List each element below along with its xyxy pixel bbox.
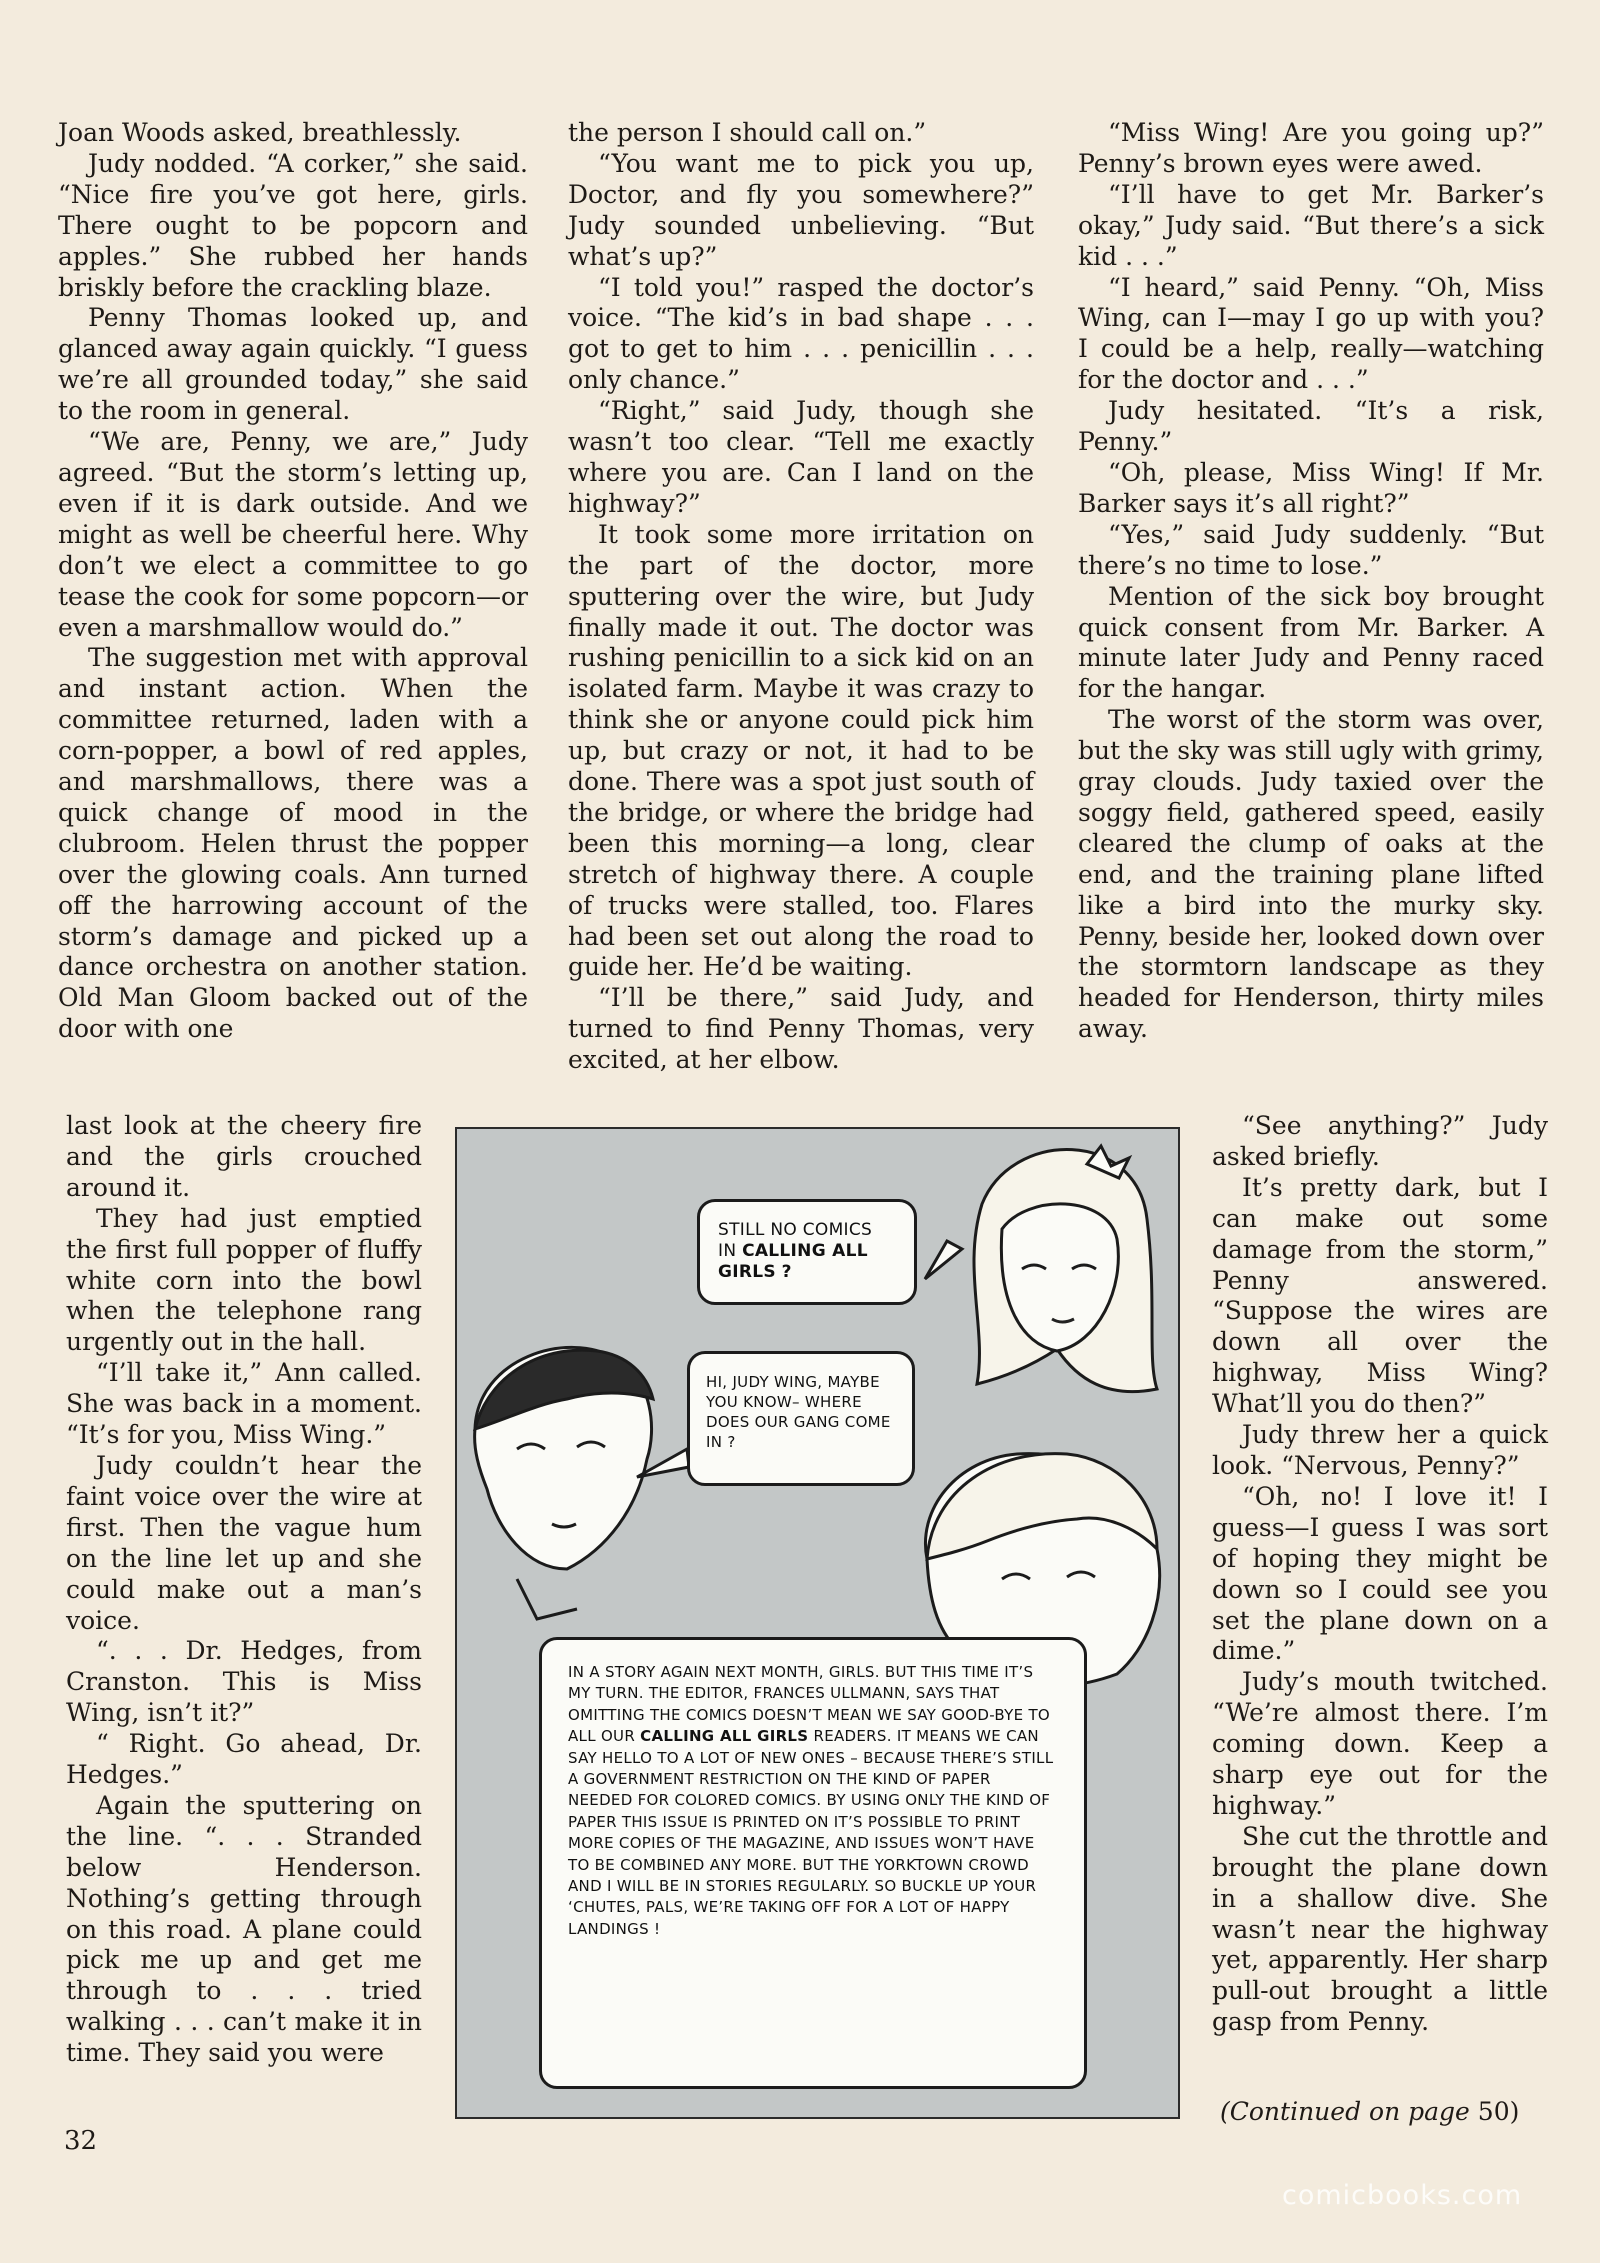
blonde-girl-illustration	[974, 1146, 1157, 1392]
paragraph: The worst of the storm was over, but the sky was still ugly with grimy, gray clouds. Judy taxied over the soggy field, gathered speed, easily cleared the clump of oaks at the end, and the training plane lifted like a bird into the murky sky. Penny, beside her, looked down over the stormtorn landscape as they headed for Henderson, thirty miles away.	[1078, 705, 1544, 1044]
paragraph: Judy nodded. “A corker,” she said. “Nice fire you’ve got here, girls. There ought to be popcorn and apples.” She rubbed her hands briskly before the crackling blaze.	[58, 148, 528, 302]
paragraph: She cut the throttle and brought the plane down in a shallow dive. She wasn’t near the highway yet, apparently. Her sharp pull-out brought a little gasp from Penny.	[1212, 1821, 1548, 2037]
balloon-tail	[925, 1241, 962, 1279]
comic-panel	[455, 1127, 1180, 2119]
paragraph: Penny Thomas looked up, and glanced away again quickly. “I guess we’re all grounded today,” she said to the room in general.	[58, 303, 528, 426]
paragraph: “I’ll have to get Mr. Barker’s okay,” Judy said. “But there’s a sick kid . . .”	[1078, 179, 1544, 271]
paragraph: last look at the cheery fire and the girls crouched around it.	[66, 1111, 422, 1202]
paragraph: “I told you!” rasped the doctor’s voice. “The kid’s in bad shape . . . got to get to him . . . penicillin . . . only chance.”	[568, 272, 1034, 395]
paragraph: Mention of the sick boy brought quick consent from Mr. Barker. A minute later Judy and Penny raced for the hangar.	[1078, 581, 1544, 704]
paragraph: the person I should call on.”	[568, 118, 927, 147]
text-column-left	[58, 118, 528, 1045]
paragraph: They had just emptied the first full popper of fluffy white corn into the bowl when the telephone rang urgently out in the hall.	[66, 1203, 422, 1357]
paragraph: “Right,” said Judy, though she wasn’t too clear. “Tell me exactly where you are. Can I land on the highway?”	[568, 396, 1034, 518]
paragraph: “I’ll take it,” Ann called. She was back in a moment. “It’s for you, Miss Wing.”	[66, 1358, 422, 1450]
paragraph: “Oh, no! I love it! I guess—I guess I was sort of hoping they might be down so I could see you set the plane down on a dime.”	[1212, 1481, 1548, 1666]
watermark: comicbooks.com	[1282, 2180, 1523, 2211]
page-number: 32	[64, 2126, 98, 2156]
paragraph: “Yes,” said Judy suddenly. “But there’s no time to lose.”	[1078, 519, 1544, 580]
paragraph: “See anything?” Judy asked briefly.	[1212, 1111, 1548, 1171]
paragraph: “You want me to pick you up, Doctor, and fly you somewhere?” Judy sounded unbelieving. “But what’s up?”	[568, 148, 1034, 271]
paragraph: “Oh, please, Miss Wing! If Mr. Barker says it’s all right?”	[1078, 457, 1544, 518]
paragraph: “Miss Wing! Are you going up?” Penny’s brown eyes were awed.	[1078, 118, 1544, 178]
paragraph: Judy couldn’t hear the faint voice over the wire at first. Then the vague hum on the line let up and she could make out a man’s voice.	[66, 1450, 422, 1635]
continued-note: (Continued on page 50)	[1220, 2097, 1520, 2126]
paragraph: It took some more irritation on the part of the doctor, more sputtering over the wire, but Judy finally made it out. The doctor was rushing penicillin to a sick kid on an isolated farm. Maybe it was crazy to think she or anyone could pick him up, but crazy or not, it had to be done. There was a spot just south of the bridge, or where the bridge had been this morning—a long, clear stretch of highway there. A couple of trucks were stalled, too. Flares had been set out along the road to guide her. He’d be waiting.	[568, 519, 1034, 982]
paragraph: Again the sputtering on the line. “. . . Stranded below Henderson. Nothing’s getting through on this road. A plane could pick me up and get me through to . . . tried walking . . . can’t make it in time. They said you were	[66, 1790, 422, 2068]
paragraph: “. . . Dr. Hedges, from Cranston. This is Miss Wing, isn’t it?”	[66, 1636, 422, 1728]
text-column-middle	[568, 118, 1034, 1076]
speech-balloon-2: HI, JUDY WING, MAYBE YOU KNOW– WHERE DOES OUR GANG COME IN ?	[687, 1351, 915, 1486]
paragraph: “ Right. Go ahead, Dr. Hedges.”	[66, 1729, 422, 1790]
text-column-right-lower	[1212, 1111, 1548, 2038]
curly-hair-girl-illustration	[475, 1347, 653, 1619]
text-column-left-lower	[66, 1111, 422, 2069]
paragraph: Judy threw her a quick look. “Nervous, Penny?”	[1212, 1420, 1548, 1480]
paragraph: “We are, Penny, we are,” Judy agreed. “But the storm’s letting up, even if it is dark outside. And we might as well be cheerful here. Why don’t we elect a committee to go tease the cook for some popcorn—or even a marshmallow would do.”	[58, 427, 528, 642]
paragraph: The suggestion met with approval and instant action. When the committee returned, laden with a corn-popper, a bowl of red apples, and marshmallows, there was a quick change of mood in the clubroom. Helen thrust the popper over the glowing coals. Ann turned off the harrowing account of the storm’s damage and picked up a dance orchestra on another station. Old Man Gloom backed out of the door with one	[58, 643, 528, 1044]
paragraph: It’s pretty dark, but I can make out some damage from the storm,” Penny answered. “Suppose the wires are down all over the highway, Miss Wing? What’ll you do then?”	[1212, 1172, 1548, 1419]
paragraph: Judy’s mouth twitched. “We’re almost there. I’m coming down. Keep a sharp eye out for the highway.”	[1212, 1667, 1548, 1820]
speech-balloon-1: STILL NO COMICS IN CALLING ALL GIRLS ?	[697, 1199, 917, 1305]
paragraph: “I’ll be there,” said Judy, and turned to find Penny Thomas, very excited, at her elbow.	[568, 983, 1034, 1075]
paragraph: Judy hesitated. “It’s a risk, Penny.”	[1078, 396, 1544, 457]
text-column-right	[1078, 118, 1544, 1045]
paragraph: Joan Woods asked, breathlessly.	[58, 118, 462, 147]
paragraph: “I heard,” said Penny. “Oh, Miss Wing, can I—may I go up with you? I could be a help, really—watching for the doctor and . . .”	[1078, 272, 1544, 395]
speech-balloon-3: IN A STORY AGAIN NEXT MONTH, GIRLS. BUT THIS TIME IT’S MY TURN. THE EDITOR, FRANCES ULLMANN, SAYS THAT OMITTING THE COMICS DOESN’T MEAN WE SAY GOOD-BYE TO ALL OUR CALLING ALL GIRLS READERS. IT MEANS WE CAN SAY HELLO TO A LOT OF NEW ONES – BECAUSE THERE’S STILL A GOVERNMENT RESTRICTION ON THE KIND OF PAPER NEEDED FOR COLORED COMICS. BY USING ONLY THE KIND OF PAPER THIS ISSUE IS PRINTED ON IT’S POSSIBLE TO PRINT MORE COPIES OF THE MAGAZINE, AND ISSUES WON’T HAVE TO BE COMBINED ANY MORE. BUT THE YORKTOWN CROWD AND I WILL BE IN STORIES REGULARLY. SO BUCKLE UP YOUR ‘CHUTES, PALS, WE’RE TAKING OFF FOR A LOT OF HAPPY LANDINGS !	[539, 1637, 1087, 2089]
